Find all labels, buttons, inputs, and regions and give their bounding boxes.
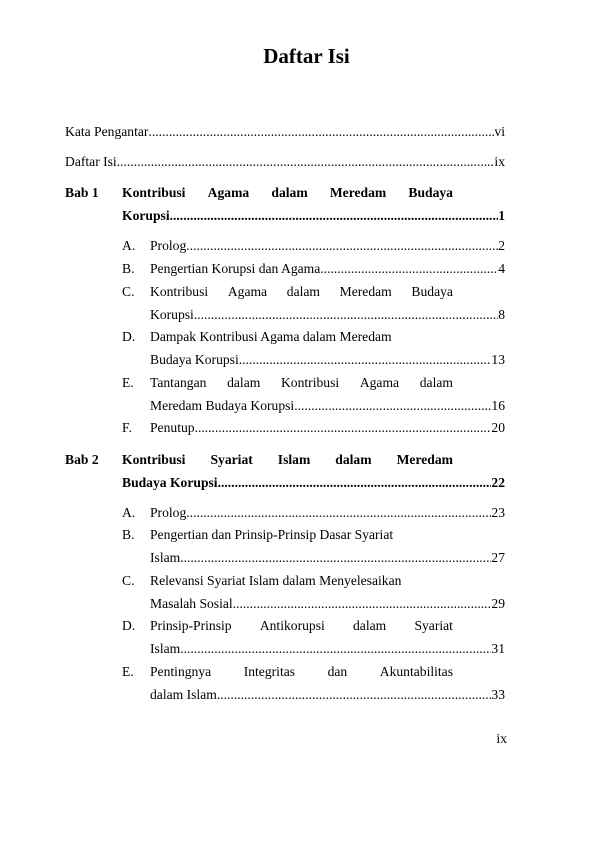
word: Antikorupsi <box>259 618 325 633</box>
entry-text: Daftar Isi <box>65 154 117 169</box>
word: Meredam <box>329 185 387 200</box>
dot-leader <box>233 594 492 614</box>
section-title-line <box>150 373 453 393</box>
toc-entry-bab-1[interactable] <box>122 206 505 226</box>
dot-leader <box>180 639 491 659</box>
page-number: 33 <box>491 687 505 702</box>
section-letter: E. <box>122 664 134 679</box>
section-letter: A. <box>122 238 136 253</box>
section-letter: D. <box>122 618 136 633</box>
page-number: ix <box>494 154 505 169</box>
word: Kontribusi <box>280 375 340 390</box>
section-title-line: Pengertian dan Prinsip-Prinsip Dasar Syariat <box>150 527 394 542</box>
word: Islam <box>277 452 311 467</box>
page-number: 20 <box>491 420 505 435</box>
dot-leader <box>170 206 499 226</box>
entry-text: Penutup <box>150 420 195 435</box>
page-number: 16 <box>491 398 505 413</box>
dot-leader <box>186 503 491 523</box>
section-letter: C. <box>122 573 135 588</box>
dot-leader <box>195 418 492 438</box>
dot-leader <box>217 685 492 705</box>
toc-entry-1f[interactable] <box>150 418 505 438</box>
entry-text: Budaya Korupsi <box>122 475 218 490</box>
page-number: 13 <box>491 352 505 367</box>
toc-entry-2d[interactable] <box>150 639 505 659</box>
page-number: 31 <box>491 641 505 656</box>
dot-leader <box>294 396 491 416</box>
word: dalam <box>335 452 372 467</box>
page-number: 29 <box>491 596 505 611</box>
entry-text: Islam <box>150 550 181 565</box>
dot-leader <box>148 122 494 142</box>
toc-entry-1e[interactable] <box>150 396 505 416</box>
entry-text: Kata Pengantar <box>65 124 149 139</box>
word: Syariat <box>414 618 453 633</box>
entry-text: Prolog <box>150 238 187 253</box>
word: Kontribusi <box>122 452 186 467</box>
word: dalam <box>286 284 320 299</box>
toc-entry-2b[interactable] <box>150 548 505 568</box>
dot-leader <box>239 350 492 370</box>
chapter-title-line <box>122 450 453 470</box>
section-letter: B. <box>122 527 135 542</box>
page-number: 1 <box>498 208 505 223</box>
entry-text: Budaya Korupsi <box>150 352 239 367</box>
entry-text: Prolog <box>150 505 187 520</box>
toc-entry-2c[interactable] <box>150 594 505 614</box>
word: Agama <box>359 375 400 390</box>
word: Akuntabilitas <box>379 664 453 679</box>
toc-entry-2e[interactable] <box>150 685 505 705</box>
chapter-label: Bab 1 <box>65 185 99 200</box>
toc-entry-kata-pengantar[interactable] <box>65 122 505 142</box>
section-letter: F. <box>122 420 132 435</box>
dot-leader <box>186 236 498 256</box>
word: Syariat <box>210 452 253 467</box>
section-letter: A. <box>122 505 136 520</box>
section-letter: B. <box>122 261 135 276</box>
entry-text: Meredam Budaya Korupsi <box>150 398 295 413</box>
word: Budaya <box>411 284 453 299</box>
chapter-title-line <box>122 183 453 203</box>
entry-text: dalam Islam <box>150 687 217 702</box>
section-title-line <box>150 616 453 636</box>
word: Prinsip-Prinsip <box>150 618 232 633</box>
dot-leader <box>180 548 491 568</box>
dot-leader <box>320 259 498 279</box>
word: Tantangan <box>150 375 207 390</box>
word: dan <box>327 664 348 679</box>
word: dalam <box>419 375 453 390</box>
toc-entry-1a[interactable] <box>150 236 505 256</box>
entry-text: Korupsi <box>150 307 194 322</box>
section-letter: C. <box>122 284 135 299</box>
section-title-line <box>150 282 453 302</box>
toc-entry-1c[interactable] <box>150 305 505 325</box>
dot-leader <box>117 152 495 172</box>
page-number: 27 <box>491 550 505 565</box>
word: Kontribusi <box>122 185 186 200</box>
page-number: vi <box>494 124 505 139</box>
page-number: 8 <box>498 307 505 322</box>
section-letter: D. <box>122 329 136 344</box>
word: dalam <box>271 185 308 200</box>
page-number: 4 <box>498 261 505 276</box>
toc-entry-bab-2[interactable] <box>122 473 505 493</box>
entry-text: Masalah Sosial <box>150 596 233 611</box>
dot-leader <box>194 305 498 325</box>
page-number: 22 <box>491 475 505 490</box>
toc-entry-1d[interactable] <box>150 350 505 370</box>
dot-leader <box>218 473 492 493</box>
toc-entry-daftar-isi[interactable] <box>65 152 505 172</box>
toc-entry-1b[interactable] <box>150 259 505 279</box>
word: Budaya <box>408 185 453 200</box>
word: Meredam <box>396 452 453 467</box>
entry-text: Korupsi <box>122 208 170 223</box>
section-title-line: Relevansi Syariat Islam dalam Menyelesaikan <box>150 573 402 588</box>
word: Pentingnya <box>150 664 212 679</box>
page-title: Daftar Isi <box>263 44 350 68</box>
page-number: 2 <box>498 238 505 253</box>
word: dalam <box>353 618 387 633</box>
section-letter: E. <box>122 375 134 390</box>
toc-entry-2a[interactable] <box>150 503 505 523</box>
word: Meredam <box>339 284 392 299</box>
page-number: 23 <box>491 505 505 520</box>
word: Integritas <box>243 664 296 679</box>
word: Agama <box>207 185 250 200</box>
entry-text: Pengertian Korupsi dan Agama <box>150 261 321 276</box>
word: Kontribusi <box>150 284 209 299</box>
section-title-line <box>150 662 453 682</box>
word: dalam <box>227 375 261 390</box>
chapter-label: Bab 2 <box>65 452 99 467</box>
section-title-line: Dampak Kontribusi Agama dalam Meredam <box>150 329 392 344</box>
word: Agama <box>227 284 268 299</box>
page-folio: ix <box>496 731 507 746</box>
entry-text: Islam <box>150 641 181 656</box>
